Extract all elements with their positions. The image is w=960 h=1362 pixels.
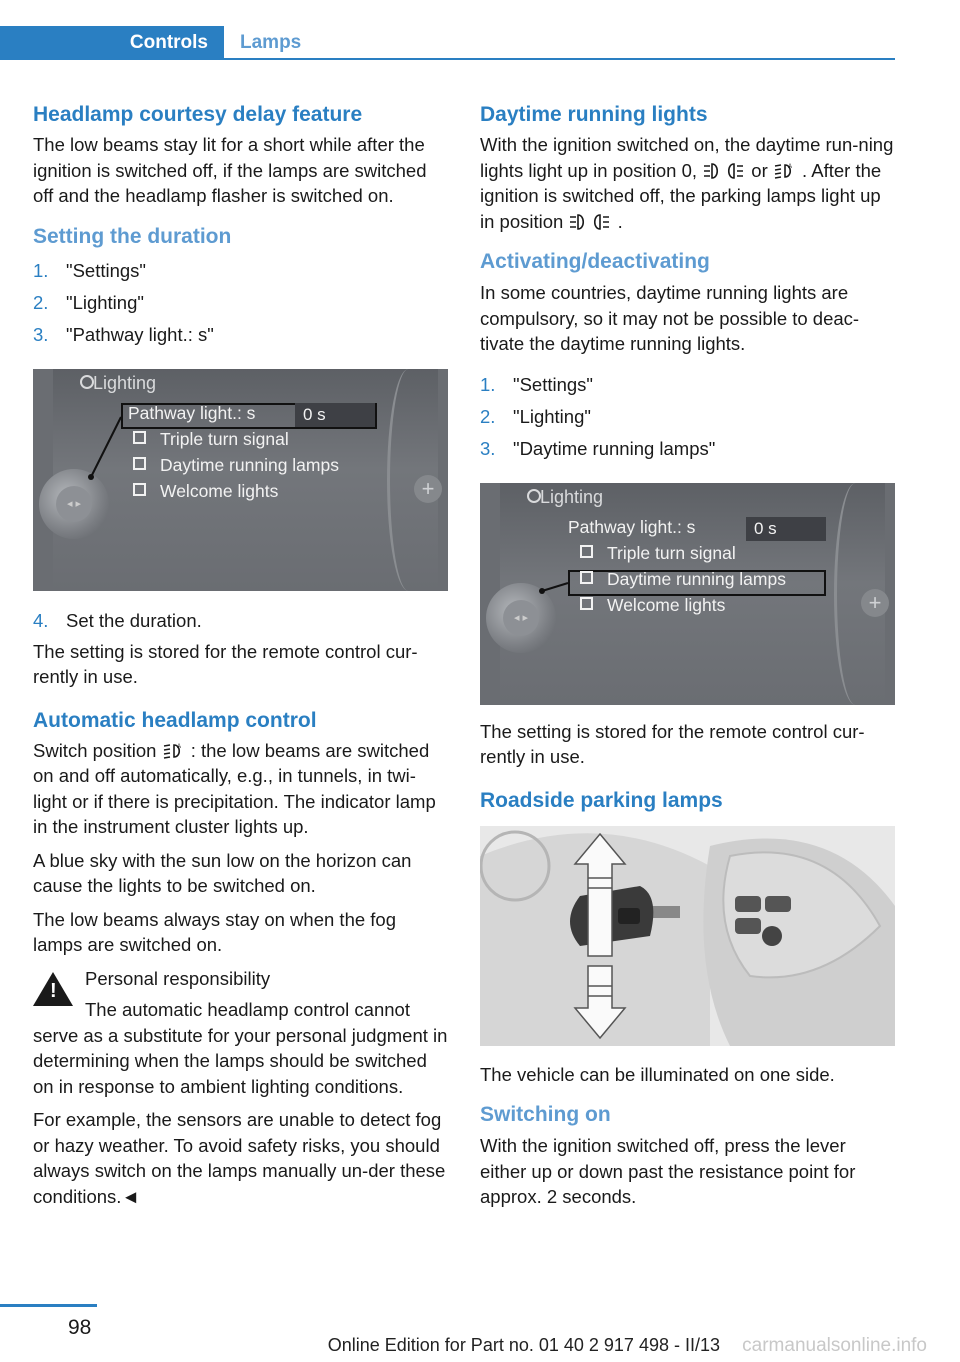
pointer-line <box>480 483 895 705</box>
menu-item-daytime[interactable]: Daytime running lamps <box>580 569 786 590</box>
list-item: 1. "Settings" <box>33 259 146 281</box>
edition-text: Online Edition for Part no. 01 40 2 917 498 - II/13 <box>327 1335 720 1355</box>
screen-title: Lighting <box>540 486 604 507</box>
footer-rule <box>0 1304 97 1307</box>
lever-diagram <box>480 826 895 1046</box>
menu-item-welcome[interactable]: Welcome lights <box>133 481 278 502</box>
heading-roadside-parking: Roadside parking lamps <box>480 788 723 812</box>
steps-duration-cont <box>33 605 449 637</box>
svg-text:A: A <box>787 163 792 170</box>
svg-text:A: A <box>176 743 181 750</box>
plus-icon: + <box>861 589 889 617</box>
list-item: 2. "Lighting" <box>33 291 144 313</box>
text-blue-sky: A blue sky with the sun low on the horizon can cause the lights to be switched on. <box>33 849 412 896</box>
idrive-screen-daytime <box>480 483 895 705</box>
header-tabs <box>0 0 895 60</box>
heading-daytime-running: Daytime running lights <box>480 103 708 126</box>
screen-title: Lighting <box>93 372 157 393</box>
text-activating: In some countries, daytime running lights are compulsory, so it may not be possible to deac-tivate the daytime running lights. <box>480 282 860 354</box>
text-example: For example, the sensors are unable to detect fog or hazy weather. To avoid safety risks, you should always switch on the lamps manually un-der these conditions.◄ <box>33 1109 446 1207</box>
heading-switching-on: Switching on <box>480 1103 611 1126</box>
list-item: 2. "Lighting" <box>480 405 591 427</box>
page-number: 98 <box>68 1316 92 1339</box>
list-item: 4. Set the duration. <box>33 609 202 631</box>
steps-daytime <box>480 369 896 465</box>
list-item: 3. "Pathway light.: s" <box>33 323 214 345</box>
list-item: 3. "Daytime running lamps" <box>480 437 716 459</box>
text-setting-stored: The setting is stored for the remote control cur-rently in use. <box>33 640 418 687</box>
auto-headlamp-icon <box>162 742 186 760</box>
warning-text: serve as a substitute for your personal judgment in determining when the lamps should be switched on in response to ambient lighting conditions. <box>33 1024 448 1097</box>
pointer-line <box>33 369 448 591</box>
steering-wheel-illustration <box>480 826 895 1046</box>
menu-item-pathway[interactable]: Pathway light.: s <box>568 516 696 537</box>
warning-first-line: The automatic headlamp control cannot <box>85 999 410 1020</box>
menu-item-triple-turn[interactable]: Triple turn signal <box>133 429 289 450</box>
menu-item-welcome[interactable]: Welcome lights <box>580 595 725 616</box>
knob-arrows-icon: ◂ ▸ <box>56 486 92 522</box>
text-switching-on: With the ignition switched off, press the lever either up or down past the resistance point for approx. 2 seconds. <box>480 1135 856 1207</box>
list-item: 1. "Settings" <box>480 373 593 395</box>
tab-lamps[interactable]: Lamps <box>240 32 302 53</box>
text-automatic-headlamp: Switch position A : the low beams are switched on and off automatically, e.g., in tunnels, in twi-light or if there is precipitation. The indicator lamp in the instrument cluster lights up. <box>33 739 436 837</box>
parking-lamps-icon <box>568 213 612 231</box>
heading-courtesy-delay: Headlamp courtesy delay feature <box>33 103 363 126</box>
text-daytime-running: With the ignition switched on, the daytime run-ning lights light up in position 0, or A . After the ignition is switched off, the parking lamps light up in position . <box>480 134 894 232</box>
tab-controls[interactable]: Controls <box>0 26 224 60</box>
heading-setting-duration: Setting the duration <box>33 224 232 248</box>
knob-arrows-icon: ◂ ▸ <box>503 600 539 636</box>
parking-lamps-icon <box>702 162 746 180</box>
header-rule <box>224 58 895 60</box>
text-setting-stored: The setting is stored for the remote control cur-rently in use. <box>480 720 865 767</box>
heading-automatic-headlamp: Automatic headlamp control <box>33 708 317 732</box>
menu-item-pathway[interactable]: Pathway light.: s <box>128 402 256 423</box>
warning-block <box>33 966 449 1023</box>
text-courtesy-delay: The low beams stay lit for a short while after the ignition is switched off, if the lamps are switched off and the headlamp flasher is switched on. <box>33 134 427 206</box>
pathway-value: 0 s <box>295 403 375 427</box>
menu-item-triple-turn[interactable]: Triple turn signal <box>580 543 736 564</box>
watermark: carmanualsonline.info <box>742 1335 927 1356</box>
left-column <box>33 100 449 1217</box>
right-column <box>480 100 896 1218</box>
plus-icon: + <box>414 475 442 503</box>
idrive-screen-pathway <box>33 369 448 591</box>
text-vehicle-illuminated: The vehicle can be illuminated on one side. <box>480 1063 835 1085</box>
heading-activating: Activating/deactivating <box>480 250 710 273</box>
warning-title: Personal responsibility <box>85 967 271 989</box>
menu-item-daytime[interactable]: Daytime running lamps <box>133 455 339 476</box>
steps-duration <box>33 255 449 351</box>
warning-icon: ! <box>33 972 73 1006</box>
auto-headlamp-icon <box>773 162 797 180</box>
pathway-value: 0 s <box>746 517 826 541</box>
text-fog-lamps: The low beams always stay on when the fog lamps are switched on. <box>33 908 396 955</box>
